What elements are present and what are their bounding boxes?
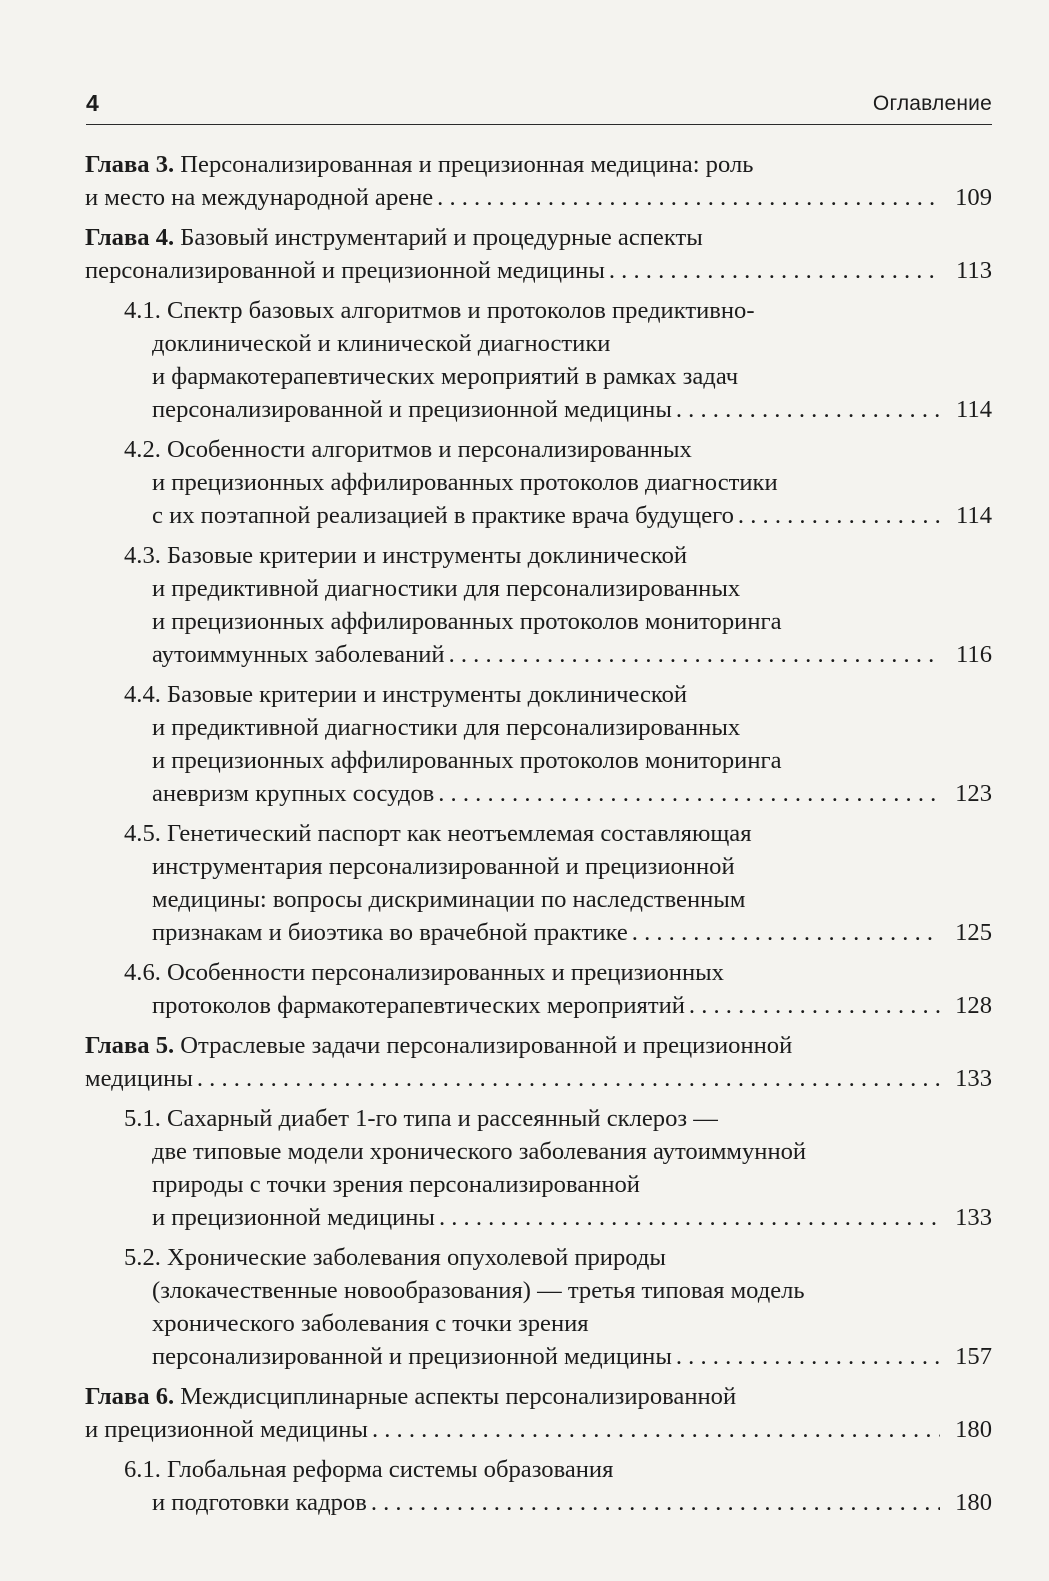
section-number: 4.1.: [124, 297, 161, 324]
toc-entry-line: [80, 1380, 992, 1413]
toc-entry-line: [80, 1029, 992, 1062]
table-of-contents: [80, 148, 992, 1526]
entry-title-text: Базовые критерии и инструменты доклинической: [167, 681, 688, 708]
running-title: Оглавление: [872, 92, 992, 115]
entry-title-text: протоколов фармакотерапевтических мероприятий: [152, 992, 685, 1019]
entry-title-text: и прецизионных аффилированных протоколов диагностики: [152, 469, 778, 496]
dot-leader: [738, 499, 940, 532]
toc-entry-line: [80, 678, 992, 711]
dot-leader: [372, 1413, 940, 1446]
toc-entry-text: [85, 181, 433, 214]
entry-title-text: и прецизионной медицины: [85, 1416, 368, 1443]
entry-title-text: и прецизионных аффилированных протоколов мониторинга: [152, 608, 782, 635]
toc-entry-text: [85, 1383, 736, 1410]
toc-entry-line: [80, 539, 992, 572]
toc-entry-line: [80, 433, 992, 466]
toc-entry-line: [80, 466, 992, 499]
toc-page-number: 157: [955, 1343, 992, 1370]
toc-entry-line: [80, 1340, 992, 1373]
toc-entry-text: [152, 853, 735, 880]
dot-leader: [609, 254, 940, 287]
toc-entry-line: [80, 989, 992, 1022]
toc-section-entry: [80, 817, 992, 949]
entry-title-text: и прецизионных аффилированных протоколов мониторинга: [152, 747, 782, 774]
dot-leader: [439, 1201, 940, 1234]
entry-title-text: инструментария персонализированной и прецизионной: [152, 853, 735, 880]
toc-page-number: 113: [956, 257, 992, 284]
toc-entry-line: [80, 1486, 992, 1519]
toc-entry-text: [152, 1201, 435, 1234]
toc-entry-text: [152, 363, 738, 390]
toc-entry-text: [85, 224, 703, 251]
toc-entry-text: [152, 469, 778, 496]
toc-entry-line: [80, 294, 992, 327]
toc-entry-line: [80, 572, 992, 605]
section-number: 5.2.: [124, 1244, 161, 1271]
dot-leader: [438, 777, 940, 810]
chapter-label: Глава 3.: [85, 151, 175, 178]
toc-entry-line: [80, 916, 992, 949]
toc-entry-text: [124, 436, 692, 463]
toc-entry-line: [80, 777, 992, 810]
toc-entry-line: [80, 605, 992, 638]
entry-title-text: и фармакотерапевтических мероприятий в рамках задач: [152, 363, 739, 390]
toc-entry-line: [80, 1413, 992, 1446]
section-number: 4.5.: [124, 820, 161, 847]
toc-chapter-entry: [80, 148, 992, 214]
toc-page-number: 133: [955, 1065, 992, 1092]
toc-entry-line: [80, 711, 992, 744]
dot-leader: [689, 989, 940, 1022]
toc-entry-text: [152, 575, 740, 602]
toc-entry-line: [80, 393, 992, 426]
toc-entry-line: [80, 327, 992, 360]
toc-entry-text: [124, 1244, 666, 1271]
toc-entry-line: [80, 1201, 992, 1234]
entry-title-text: и место на международной арене: [85, 184, 434, 211]
section-number: 5.1.: [124, 1105, 161, 1132]
entry-title-text: аутоиммунных заболеваний: [152, 641, 445, 668]
toc-page-number: 125: [955, 919, 992, 946]
toc-entry-line: [80, 638, 992, 671]
entry-title-text: и прецизионной медицины: [152, 1204, 435, 1231]
dot-leader: [449, 638, 940, 671]
toc-entry-text: [152, 1277, 805, 1304]
toc-entry-line: [80, 360, 992, 393]
toc-entry-line: [80, 1062, 992, 1095]
toc-entry-text: [152, 1310, 589, 1337]
toc-entry-text: [85, 151, 753, 178]
toc-section-entry: [80, 433, 992, 532]
chapter-label: Глава 5.: [85, 1032, 175, 1059]
toc-page-number: 114: [956, 396, 992, 423]
toc-entry-text: [152, 499, 734, 532]
dot-leader: [632, 916, 940, 949]
toc-entry-text: [152, 886, 745, 913]
toc-entry-text: [85, 1032, 792, 1059]
entry-title-text: Сахарный диабет 1-го типа и рассеянный склероз —: [167, 1105, 718, 1132]
entry-title-text: медицины: [85, 1065, 193, 1092]
toc-entry-line: [80, 850, 992, 883]
toc-chapter-entry: [80, 1380, 992, 1446]
toc-entry-text: [85, 254, 605, 287]
entry-title-text: Особенности персонализированных и прецизионных: [167, 959, 724, 986]
toc-entry-line: [80, 1168, 992, 1201]
toc-entry-text: [152, 747, 781, 774]
toc-entry-text: [152, 989, 685, 1022]
chapter-label: Глава 4.: [85, 224, 175, 251]
toc-entry-line: [80, 1307, 992, 1340]
entry-title-text: и предиктивной диагностики для персонализированных: [152, 714, 741, 741]
toc-section-entry: [80, 956, 992, 1022]
entry-title-text: аневризм крупных сосудов: [152, 780, 435, 807]
toc-entry-text: [124, 542, 687, 569]
toc-entry-text: [152, 393, 672, 426]
toc-page-number: 180: [955, 1489, 992, 1516]
section-number: 4.6.: [124, 959, 161, 986]
section-number: 4.2.: [124, 436, 161, 463]
entry-title-text: природы с точки зрения персонализированной: [152, 1171, 640, 1198]
toc-entry-text: [85, 1413, 368, 1446]
toc-entry-line: [80, 817, 992, 850]
toc-page-number: 114: [956, 502, 992, 529]
toc-section-entry: [80, 678, 992, 810]
toc-entry-text: [152, 330, 610, 357]
entry-title-text: Междисциплинарные аспекты персонализированной: [180, 1383, 737, 1410]
entry-title-text: и подготовки кадров: [152, 1489, 367, 1516]
entry-title-text: Хронические заболевания опухолевой природы: [167, 1244, 666, 1271]
toc-entry-line: [80, 1241, 992, 1274]
toc-entry-text: [152, 608, 781, 635]
toc-entry-line: [80, 744, 992, 777]
entry-title-text: Отраслевые задачи персонализированной и прецизионной: [180, 1032, 793, 1059]
toc-entry-line: [80, 883, 992, 916]
toc-entry-line: [80, 1453, 992, 1486]
dot-leader: [676, 393, 940, 426]
toc-entry-text: [124, 959, 724, 986]
toc-section-entry: [80, 294, 992, 426]
toc-entry-text: [152, 916, 628, 949]
toc-chapter-entry: [80, 221, 992, 287]
toc-section-entry: [80, 1453, 992, 1519]
entry-title-text: персонализированной и прецизионной медицины: [152, 396, 672, 423]
toc-entry-text: [124, 820, 752, 847]
toc-chapter-entry: [80, 1029, 992, 1095]
entry-title-text: Базовый инструментарий и процедурные аспекты: [180, 224, 703, 251]
chapter-label: Глава 6.: [85, 1383, 175, 1410]
toc-entry-line: [80, 956, 992, 989]
toc-page-number: 116: [956, 641, 992, 668]
running-header: [86, 88, 992, 125]
entry-title-text: Особенности алгоритмов и персонализированных: [167, 436, 692, 463]
toc-entry-line: [80, 1135, 992, 1168]
dot-leader: [437, 181, 940, 214]
toc-section-entry: [80, 1102, 992, 1234]
toc-entry-text: [124, 297, 755, 324]
entry-title-text: хронического заболевания с точки зрения: [152, 1310, 589, 1337]
toc-entry-text: [152, 1486, 367, 1519]
entry-title-text: Глобальная реформа системы образования: [167, 1456, 614, 1483]
toc-entry-text: [124, 1105, 718, 1132]
toc-entry-line: [80, 148, 992, 181]
toc-section-entry: [80, 1241, 992, 1373]
toc-page-number: 128: [955, 992, 992, 1019]
entry-title-text: Спектр базовых алгоритмов и протоколов предиктивно-: [167, 297, 755, 324]
entry-title-text: и предиктивной диагностики для персонализированных: [152, 575, 741, 602]
toc-entry-line: [80, 1102, 992, 1135]
toc-entry-text: [124, 1456, 613, 1483]
entry-title-text: Персонализированная и прецизионная медицина: роль: [180, 151, 754, 178]
toc-entry-text: [152, 1138, 806, 1165]
toc-entry-line: [80, 1274, 992, 1307]
section-number: 6.1.: [124, 1456, 161, 1483]
toc-entry-line: [80, 254, 992, 287]
toc-entry-text: [85, 1062, 193, 1095]
entry-title-text: доклинической и клинической диагностики: [152, 330, 611, 357]
toc-entry-text: [152, 638, 445, 671]
toc-entry-text: [152, 1340, 672, 1373]
dot-leader: [371, 1486, 940, 1519]
toc-entry-line: [80, 181, 992, 214]
toc-page-number: 123: [955, 780, 992, 807]
toc-page-number: 133: [955, 1204, 992, 1231]
toc-entry-text: [124, 681, 687, 708]
toc-entry-line: [80, 221, 992, 254]
dot-leader: [676, 1340, 940, 1373]
toc-section-entry: [80, 539, 992, 671]
dot-leader: [197, 1062, 940, 1095]
entry-title-text: с их поэтапной реализацией в практике врача будущего: [152, 502, 734, 529]
toc-entry-text: [152, 714, 740, 741]
toc-page-number: 180: [955, 1416, 992, 1443]
entry-title-text: (злокачественные новообразования) — третья типовая модель: [152, 1277, 805, 1304]
toc-entry-line: [80, 499, 992, 532]
toc-entry-text: [152, 1171, 640, 1198]
entry-title-text: Базовые критерии и инструменты доклинической: [167, 542, 688, 569]
entry-title-text: Генетический паспорт как неотъемлемая составляющая: [167, 820, 752, 847]
section-number: 4.4.: [124, 681, 161, 708]
entry-title-text: признакам и биоэтика во врачебной практике: [152, 919, 628, 946]
toc-entry-text: [152, 777, 434, 810]
entry-title-text: персонализированной и прецизионной медицины: [152, 1343, 672, 1370]
page-number: 4: [86, 90, 99, 116]
entry-title-text: персонализированной и прецизионной медицины: [85, 257, 605, 284]
entry-title-text: медицины: вопросы дискриминации по наследственным: [152, 886, 746, 913]
toc-page-number: 109: [955, 184, 992, 211]
entry-title-text: две типовые модели хронического заболевания аутоиммунной: [152, 1138, 807, 1165]
section-number: 4.3.: [124, 542, 161, 569]
